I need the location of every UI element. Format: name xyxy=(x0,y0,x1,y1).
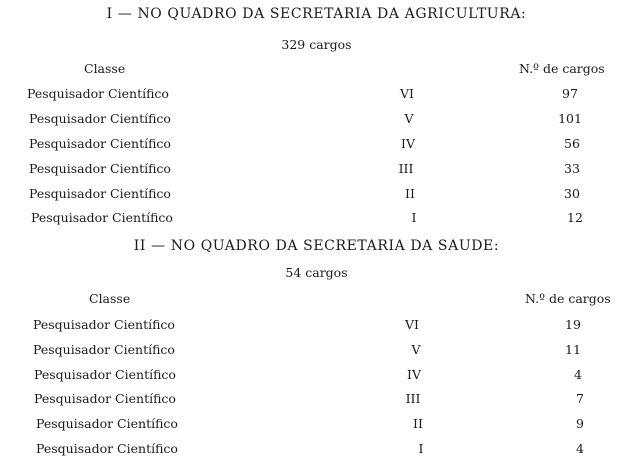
section-1-total: 329 cargos xyxy=(281,37,352,52)
row-count: 30 xyxy=(564,186,580,201)
row-class: Pesquisador Científico xyxy=(29,136,171,151)
section-1-row xyxy=(0,136,633,156)
section-2-row xyxy=(0,391,633,411)
row-count: 97 xyxy=(562,86,578,101)
row-class: Pesquisador Científico xyxy=(29,161,171,176)
row-count: 56 xyxy=(564,136,580,151)
section-1-title: I — NO QUADRO DA SECRETARIA DA AGRICULTURA: xyxy=(106,6,527,22)
row-level: III xyxy=(405,391,421,406)
row-class: Pesquisador Científico xyxy=(29,111,171,126)
row-level: VI xyxy=(400,86,414,101)
row-count: 101 xyxy=(558,111,582,126)
section-1-row xyxy=(0,161,633,181)
row-count: 33 xyxy=(564,161,580,176)
section-1-row xyxy=(0,86,633,106)
row-class: Pesquisador Científico xyxy=(33,342,175,357)
section-2-title: II — NO QUADRO DA SECRETARIA DA SAUDE: xyxy=(133,238,500,254)
row-level: II xyxy=(405,186,415,201)
row-level: V xyxy=(411,342,421,357)
section-2-row xyxy=(0,441,633,461)
section-2-col-class: Classe xyxy=(89,291,131,306)
section-2-row xyxy=(0,317,633,337)
row-count: 9 xyxy=(576,416,584,431)
row-class: Pesquisador Científico xyxy=(36,441,178,456)
row-count: 4 xyxy=(576,441,584,456)
row-count: 4 xyxy=(574,367,582,382)
section-1-row xyxy=(0,186,633,206)
row-level: IV xyxy=(401,136,415,151)
row-count: 11 xyxy=(565,342,581,357)
section-2-row xyxy=(0,342,633,362)
row-count: 19 xyxy=(565,317,581,332)
row-class: Pesquisador Científico xyxy=(34,391,176,406)
row-level: V xyxy=(404,111,414,126)
row-count: 12 xyxy=(567,210,583,225)
row-class: Pesquisador Científico xyxy=(31,210,173,225)
row-level: I xyxy=(418,441,424,456)
row-class: Pesquisador Científico xyxy=(27,86,169,101)
section-2-total: 54 cargos xyxy=(285,265,348,280)
section-1-row xyxy=(0,210,633,230)
section-1-row xyxy=(0,111,633,131)
row-level: I xyxy=(411,210,417,225)
row-level: IV xyxy=(407,367,421,382)
row-count: 7 xyxy=(576,391,584,406)
row-class: Pesquisador Científico xyxy=(34,367,176,382)
section-1-col-count: N.º de cargos xyxy=(519,61,605,76)
section-2-row xyxy=(0,416,633,436)
row-level: II xyxy=(413,416,423,431)
row-class: Pesquisador Científico xyxy=(29,186,171,201)
row-level: III xyxy=(398,161,414,176)
row-class: Pesquisador Científico xyxy=(36,416,178,431)
row-level: VI xyxy=(405,317,419,332)
section-2-row xyxy=(0,367,633,387)
row-class: Pesquisador Científico xyxy=(33,317,175,332)
section-2-col-count: N.º de cargos xyxy=(525,291,611,306)
section-1-col-class: Classe xyxy=(84,61,126,76)
